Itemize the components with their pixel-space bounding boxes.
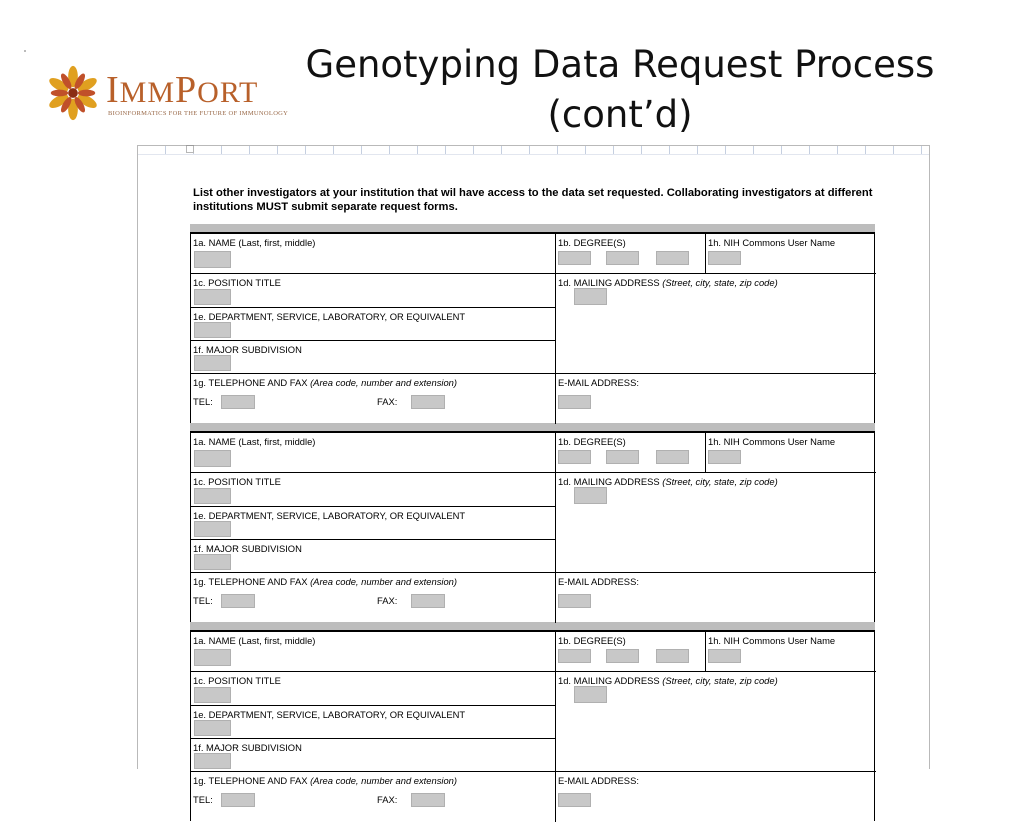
degree-cell	[556, 632, 706, 671]
section-separator	[190, 423, 875, 432]
tel-field[interactable]	[221, 594, 255, 608]
tel-label: TEL:	[193, 396, 213, 407]
telfax-label: 1g. TELEPHONE AND FAX (Area code, number and extension)	[193, 377, 458, 388]
department-cell	[191, 507, 555, 539]
position-label: 1c. POSITION TITLE	[193, 277, 281, 288]
investigator-block	[190, 233, 875, 423]
name-cell	[191, 632, 555, 671]
mailing-address-field[interactable]	[574, 686, 607, 703]
document-page	[137, 145, 930, 805]
subdivision-field[interactable]	[194, 554, 231, 570]
tel-label: TEL:	[193, 794, 213, 805]
nih-cell	[706, 234, 876, 273]
intro-instructions: List other investigators at your institution that wil have access to the data set requested. Collaborating investigators at different institutions MUST submit separate request forms.	[193, 187, 873, 213]
subdivision-label: 1f. MAJOR SUBDIVISION	[193, 344, 302, 355]
name-cell	[191, 433, 555, 472]
slide-dot	[24, 50, 26, 52]
email-field[interactable]	[558, 395, 591, 409]
slide-title-line1: Genotyping Data Request Process	[305, 43, 935, 86]
email-label: E-MAIL ADDRESS:	[558, 377, 639, 388]
nih-cell	[706, 433, 876, 472]
tel-field[interactable]	[221, 793, 255, 807]
position-cell	[191, 672, 555, 705]
tel-label: TEL:	[193, 595, 213, 606]
fax-field[interactable]	[411, 594, 445, 608]
telfax-cell	[191, 573, 555, 623]
degree-field-3[interactable]	[656, 450, 689, 464]
position-label: 1c. POSITION TITLE	[193, 675, 281, 686]
subdivision-label: 1f. MAJOR SUBDIVISION	[193, 543, 302, 554]
degree-field-2[interactable]	[606, 450, 639, 464]
fax-label: FAX:	[377, 396, 398, 407]
position-field[interactable]	[194, 488, 231, 504]
position-field[interactable]	[194, 687, 231, 703]
name-field[interactable]	[194, 450, 231, 467]
telfax-label: 1g. TELEPHONE AND FAX (Area code, number and extension)	[193, 775, 458, 786]
tel-field[interactable]	[221, 395, 255, 409]
nih-username-field[interactable]	[708, 251, 741, 265]
logo-wordmark: IMMPORT	[106, 69, 259, 111]
degree-cell	[556, 433, 706, 472]
name-field[interactable]	[194, 649, 231, 666]
fax-field[interactable]	[411, 395, 445, 409]
fax-label: FAX:	[377, 794, 398, 805]
investigator-block	[190, 631, 875, 821]
mailing-label: 1d. MAILING ADDRESS (Street, city, state, zip code)	[558, 277, 778, 288]
degree-field-1[interactable]	[558, 649, 591, 663]
telfax-cell	[191, 374, 555, 424]
mailing-cell	[556, 672, 876, 771]
position-cell	[191, 473, 555, 506]
nih-label: 1h. NIH Commons User Name	[708, 635, 836, 646]
slide-title	[290, 40, 950, 140]
email-label: E-MAIL ADDRESS:	[558, 775, 639, 786]
nih-username-field[interactable]	[708, 450, 741, 464]
subdivision-field[interactable]	[194, 753, 231, 769]
investigator-form	[190, 224, 875, 821]
nih-label: 1h. NIH Commons User Name	[708, 237, 836, 248]
nih-label: 1h. NIH Commons User Name	[708, 436, 836, 447]
mailing-address-field[interactable]	[574, 288, 607, 305]
degree-cell	[556, 234, 706, 273]
mailing-cell	[556, 473, 876, 572]
logo-tagline: BIOINFORMATICS FOR THE FUTURE OF IMMUNOLOGY	[108, 110, 289, 117]
mailing-label: 1d. MAILING ADDRESS (Street, city, state, zip code)	[558, 675, 778, 686]
nih-username-field[interactable]	[708, 649, 741, 663]
department-cell	[191, 308, 555, 340]
position-cell	[191, 274, 555, 307]
degree-field-3[interactable]	[656, 649, 689, 663]
name-label: 1a. NAME (Last, first, middle)	[193, 436, 316, 447]
name-field[interactable]	[194, 251, 231, 268]
mailing-cell	[556, 274, 876, 373]
degree-label: 1b. DEGREE(S)	[558, 635, 626, 646]
position-label: 1c. POSITION TITLE	[193, 476, 281, 487]
name-label: 1a. NAME (Last, first, middle)	[193, 635, 316, 646]
mailing-label: 1d. MAILING ADDRESS (Street, city, state, zip code)	[558, 476, 778, 487]
email-cell	[556, 573, 876, 623]
degree-field-1[interactable]	[558, 251, 591, 265]
department-cell	[191, 706, 555, 738]
department-field[interactable]	[194, 521, 231, 537]
email-field[interactable]	[558, 594, 591, 608]
name-label: 1a. NAME (Last, first, middle)	[193, 237, 316, 248]
mailing-address-field[interactable]	[574, 487, 607, 504]
position-field[interactable]	[194, 289, 231, 305]
department-label: 1e. DEPARTMENT, SERVICE, LABORATORY, OR EQUIVALENT	[193, 510, 466, 521]
department-label: 1e. DEPARTMENT, SERVICE, LABORATORY, OR EQUIVALENT	[193, 709, 466, 720]
nih-cell	[706, 632, 876, 671]
degree-field-1[interactable]	[558, 450, 591, 464]
email-cell	[556, 772, 876, 822]
immport-logo	[44, 62, 294, 122]
fax-field[interactable]	[411, 793, 445, 807]
telfax-cell	[191, 772, 555, 822]
email-field[interactable]	[558, 793, 591, 807]
subdivision-cell	[191, 739, 555, 771]
section-separator	[190, 224, 875, 233]
section-separator	[190, 622, 875, 631]
subdivision-cell	[191, 540, 555, 572]
subdivision-label: 1f. MAJOR SUBDIVISION	[193, 742, 302, 753]
telfax-label: 1g. TELEPHONE AND FAX (Area code, number and extension)	[193, 576, 458, 587]
degree-label: 1b. DEGREE(S)	[558, 237, 626, 248]
department-label: 1e. DEPARTMENT, SERVICE, LABORATORY, OR EQUIVALENT	[193, 311, 466, 322]
immport-flower-icon	[44, 64, 102, 122]
email-label: E-MAIL ADDRESS:	[558, 576, 639, 587]
document-ruler	[138, 146, 929, 155]
subdivision-cell	[191, 341, 555, 373]
department-field[interactable]	[194, 322, 231, 338]
department-field[interactable]	[194, 720, 231, 736]
email-cell	[556, 374, 876, 424]
fax-label: FAX:	[377, 595, 398, 606]
slide-title-line2: (cont’d)	[547, 93, 693, 136]
degree-label: 1b. DEGREE(S)	[558, 436, 626, 447]
degree-field-2[interactable]	[606, 649, 639, 663]
subdivision-field[interactable]	[194, 355, 231, 371]
degree-field-3[interactable]	[656, 251, 689, 265]
name-cell	[191, 234, 555, 273]
investigator-block	[190, 432, 875, 622]
degree-field-2[interactable]	[606, 251, 639, 265]
